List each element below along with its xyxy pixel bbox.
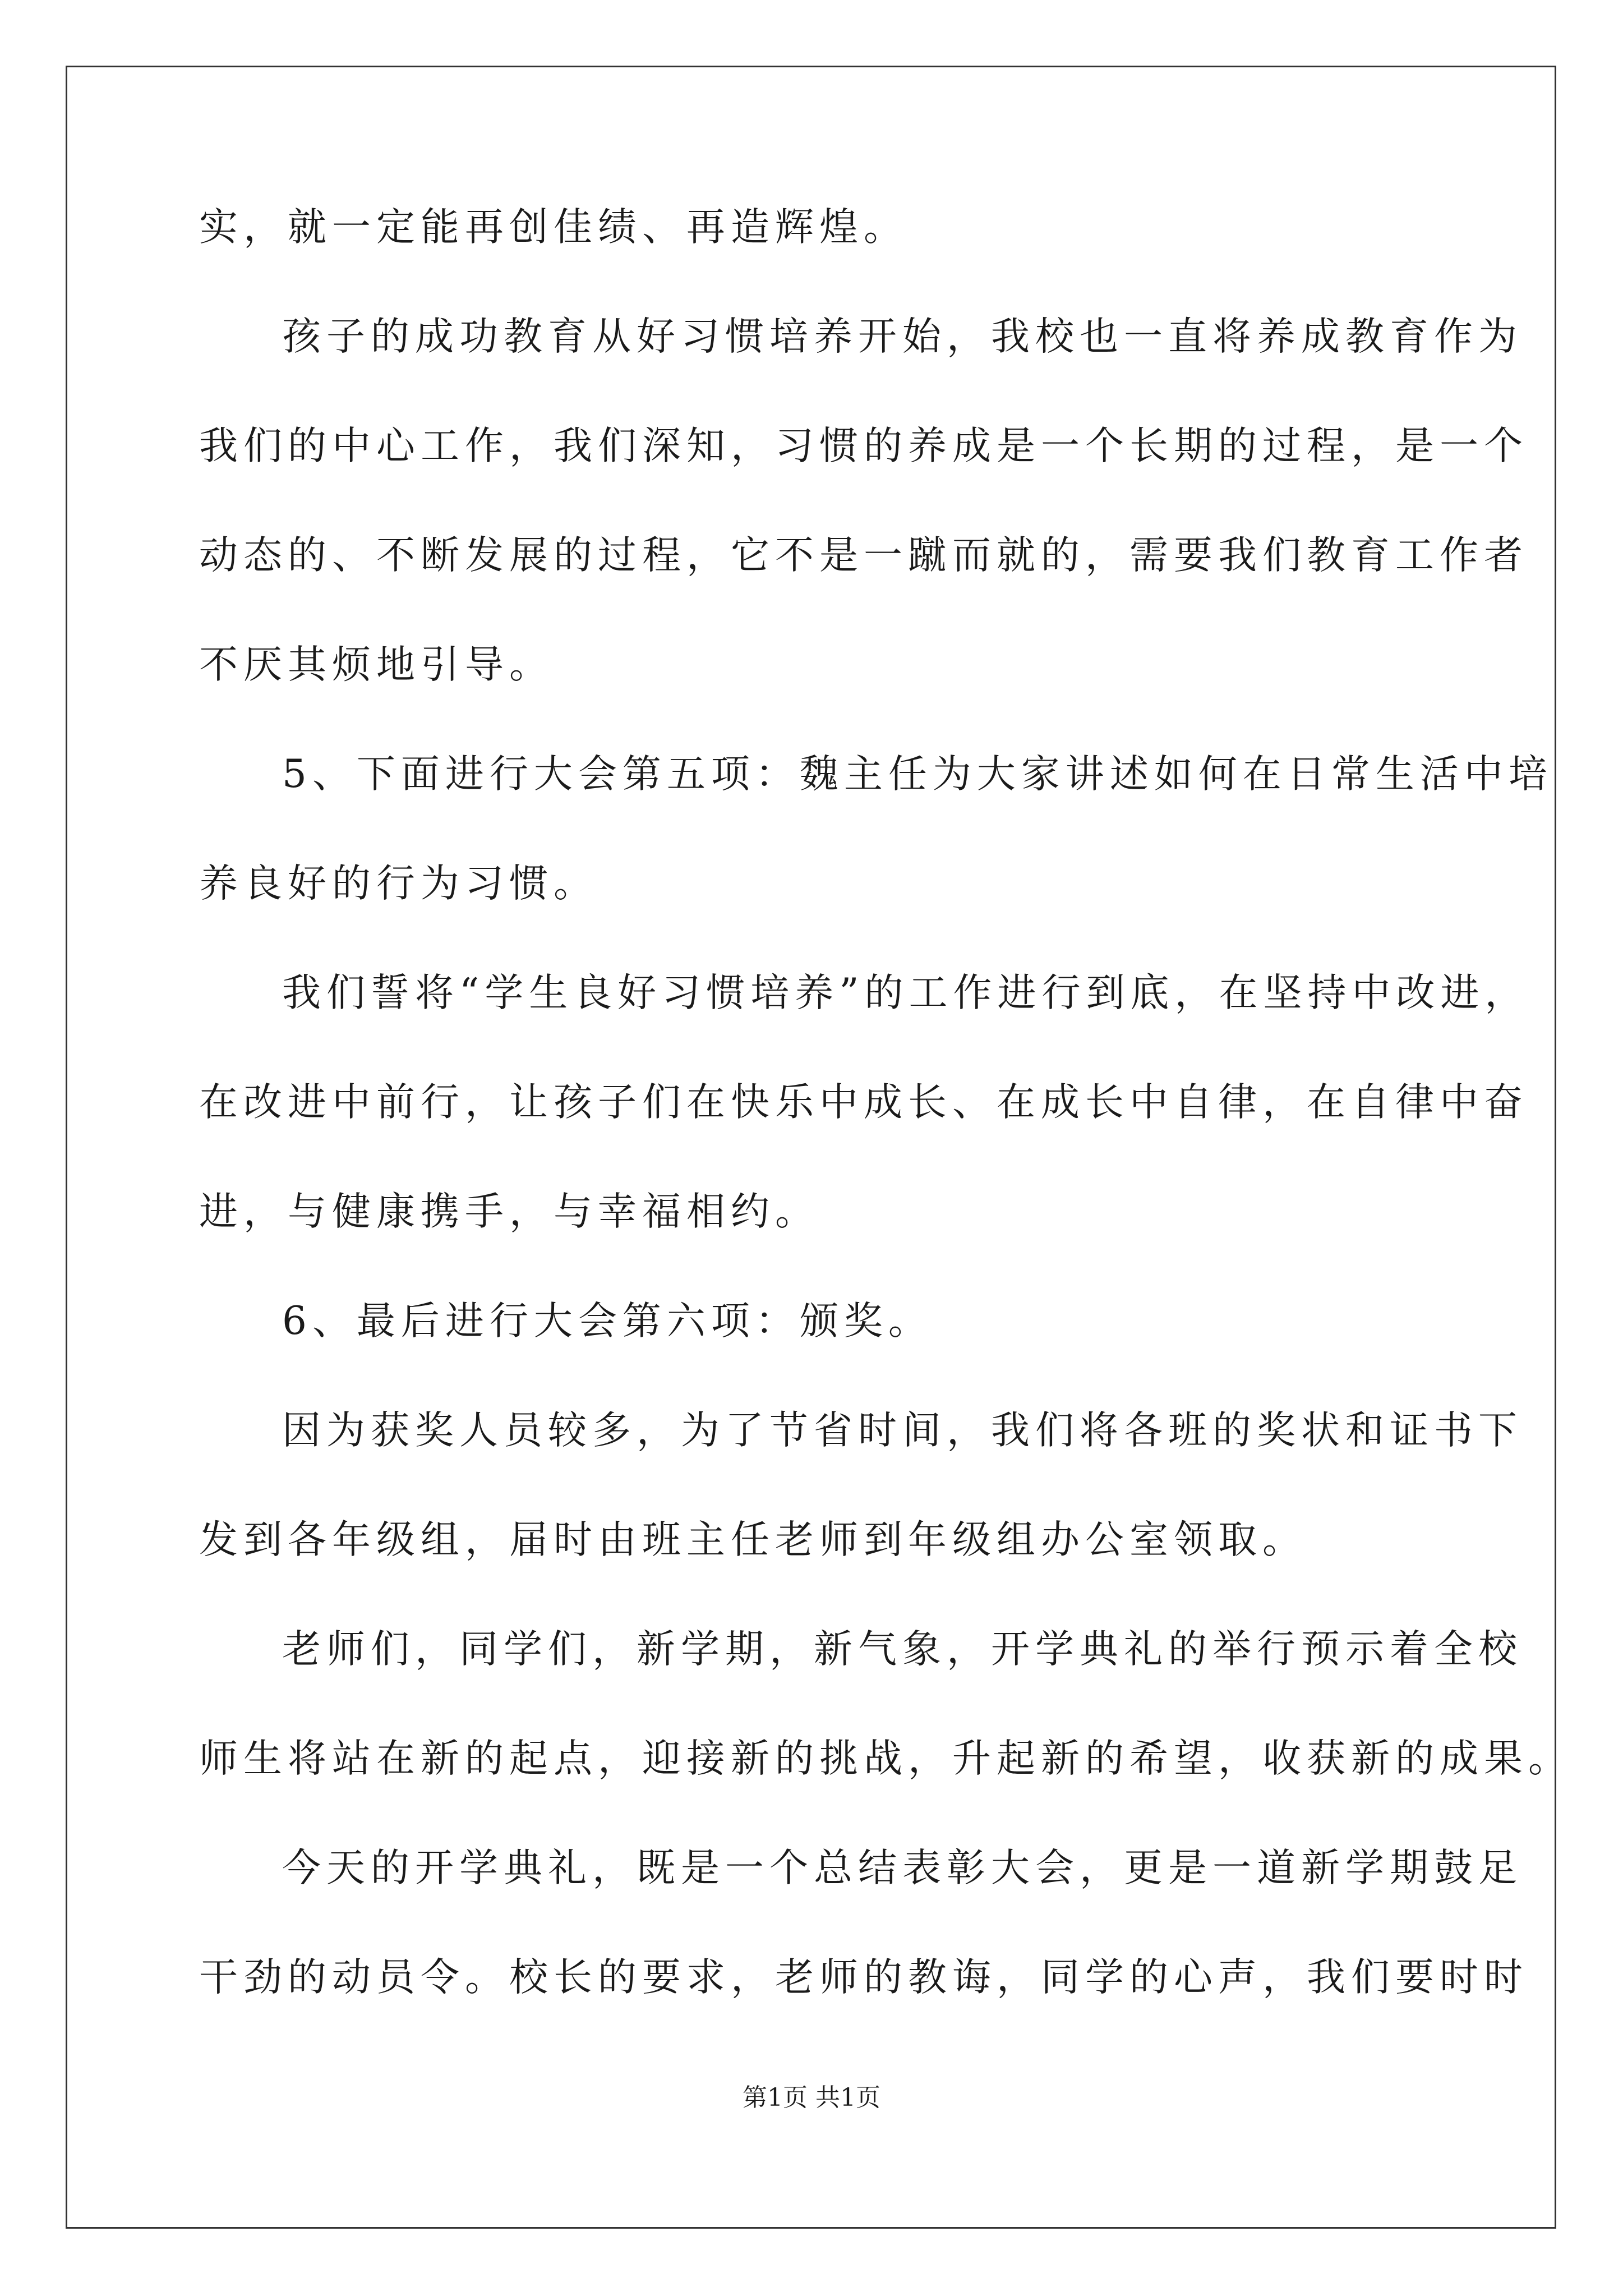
text-line: 我们誓将“学生良好习惯培养”的工作进行到底，在坚持中改进， [282,970,1529,1015]
text-line: 师生将站在新的起点，迎接新的挑战，升起新的希望，收获新的成果。 [199,1736,1573,1781]
text-line: 实，就一定能再创佳绩、再造辉煌。 [199,205,908,250]
text-line: 今天的开学典礼，既是一个总结表彰大会，更是一道新学期鼓足 [282,1846,1523,1890]
text-line: 我们的中心工作，我们深知，习惯的养成是一个长期的过程，是一个 [199,424,1528,468]
text-line: 老师们，同学们，新学期，新气象，开学典礼的举行预示着全校 [282,1627,1523,1672]
text-line: 动态的、不断发展的过程，它不是一蹴而就的，需要我们教育工作者 [199,533,1528,578]
page-number: 第1页 共1页 [743,2083,880,2112]
page-border [66,66,1556,2229]
text-line: 因为获奖人员较多，为了节省时间，我们将各班的奖状和证书下 [282,1408,1523,1453]
text-line: 孩子的成功教育从好习惯培养开始，我校也一直将养成教育作为 [282,314,1523,359]
text-line: 不厌其烦地引导。 [199,642,554,687]
text-line: 养良好的行为习惯。 [199,861,598,906]
text-line: 6、最后进行大会第六项：颁奖。 [282,1299,933,1343]
text-line: 5、下面进行大会第五项：魏主任为大家讲述如何在日常生活中培 [282,752,1553,797]
text-line: 进，与健康携手，与幸福相约。 [199,1189,819,1234]
text-line: 在改进中前行，让孩子们在快乐中成长、在成长中自律，在自律中奋 [199,1080,1528,1125]
text-line: 干劲的动员令。校长的要求，老师的教诲，同学的心声，我们要时时 [199,1955,1528,2000]
text-line: 发到各年级组，届时由班主任老师到年级组办公室领取。 [199,1517,1307,1562]
